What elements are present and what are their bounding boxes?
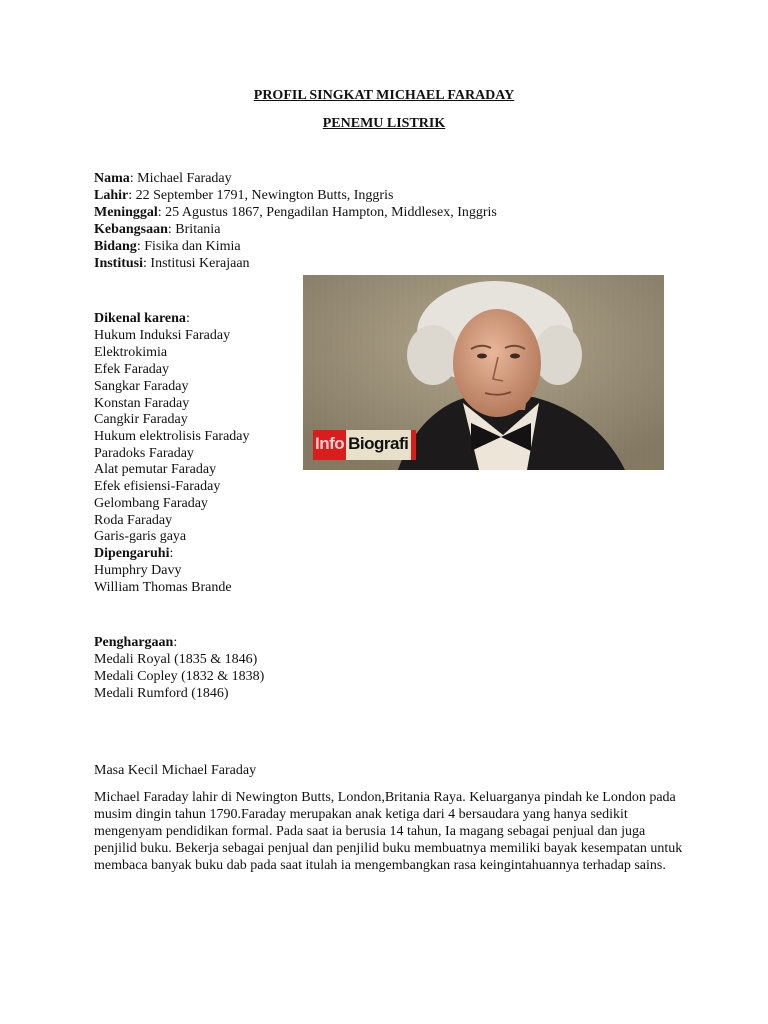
list-item: Medali Copley (1832 & 1838) <box>94 669 265 684</box>
list-item: Garis-garis gaya <box>94 529 187 544</box>
awards-heading <box>94 634 177 651</box>
field-bidang <box>94 238 241 255</box>
list-item: Elektrokimia <box>94 345 168 360</box>
field-label: Nama <box>94 171 130 186</box>
list-item: Efek efisiensi-Faraday <box>94 479 221 494</box>
list-item: Cangkir Faraday <box>94 412 188 427</box>
field-meninggal <box>94 204 497 221</box>
field-institusi <box>94 255 250 272</box>
portrait-image <box>303 275 664 470</box>
body-paragraph: Michael Faraday lahir di Newington Butts, London,Britania Raya. Keluarganya pindah ke London pada musim dingin tahun 1790.Faraday merupakan anak ketiga dari 4 bersaudara yang hanya sedikit mengenyam pendidikan formal. Pada saat ia berusia 14 tahun, Ia magang sebagai penjual dan juga penjilid buku. Bekerja sebagai penjual dan penjilid buku membuatnya memiliki bayak kesempatan untuk membaca banyak buku dab pada saat itulah ia mengembangkan rasa keingintahuannya terhadap sains. <box>94 790 683 873</box>
list-item: Medali Rumford (1846) <box>94 686 229 701</box>
influenced-by-heading <box>94 545 173 562</box>
list-item: Efek Faraday <box>94 362 170 377</box>
field-value: : Michael Faraday <box>129 171 232 186</box>
document-subtitle: PENEMU LISTRIK <box>322 116 446 131</box>
infobiografi-watermark <box>313 430 416 460</box>
list-item: Paradoks Faraday <box>94 446 194 461</box>
field-label: Meninggal <box>94 205 158 220</box>
section-colon: : <box>173 635 178 650</box>
list-item: Sangkar Faraday <box>94 379 189 394</box>
field-label: Bidang <box>94 239 137 254</box>
list-item: Alat pemutar Faraday <box>94 462 217 477</box>
field-value: : 25 Agustus 1867, Pengadilan Hampton, Middlesex, Inggris <box>157 205 497 220</box>
field-kebangsaan <box>94 221 220 238</box>
list-item: Roda Faraday <box>94 513 173 528</box>
field-nama <box>94 170 232 187</box>
section-label: Penghargaan <box>94 635 174 650</box>
watermark-info: Info <box>313 430 346 460</box>
field-value: : 22 September 1791, Newington Butts, Inggris <box>128 188 394 203</box>
list-item: Gelombang Faraday <box>94 496 208 511</box>
list-item: Konstan Faraday <box>94 396 190 411</box>
field-label: Lahir <box>94 188 129 203</box>
list-item: Medali Royal (1835 & 1846) <box>94 652 258 667</box>
list-item: Hukum Induksi Faraday <box>94 328 231 343</box>
field-lahir <box>94 187 393 204</box>
section-colon: : <box>185 311 190 326</box>
watermark-biografi: Biografi <box>346 430 416 460</box>
known-for-heading <box>94 310 190 327</box>
field-value: : Institusi Kerajaan <box>143 256 250 271</box>
section-heading: Masa Kecil Michael Faraday <box>94 763 257 778</box>
document-title: PROFIL SINGKAT MICHAEL FARADAY <box>253 88 515 103</box>
list-item: William Thomas Brande <box>94 580 232 595</box>
section-colon: : <box>169 546 174 561</box>
section-label: Dikenal karena <box>94 311 186 326</box>
list-item: Humphry Davy <box>94 563 182 578</box>
list-item: Hukum elektrolisis Faraday <box>94 429 250 444</box>
field-value: : Fisika dan Kimia <box>136 239 241 254</box>
section-label: Dipengaruhi <box>94 546 170 561</box>
field-value: : Britania <box>167 222 221 237</box>
field-label: Institusi <box>94 256 144 271</box>
field-label: Kebangsaan <box>94 222 168 237</box>
